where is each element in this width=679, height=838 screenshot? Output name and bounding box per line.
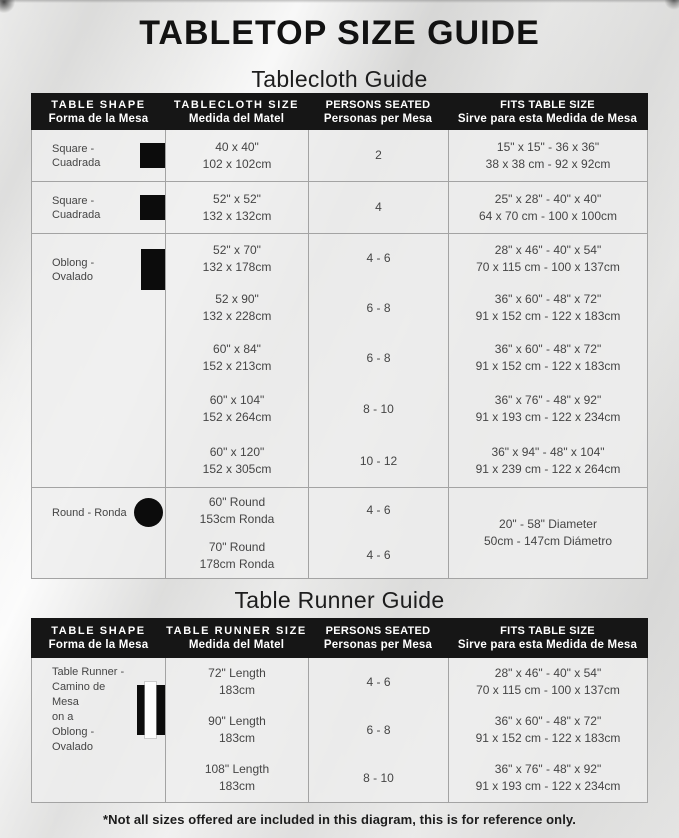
runner-header-bar <box>31 618 648 658</box>
size-cell: 60" x 120" 152 x 305cm <box>165 435 308 487</box>
header-table-runner-size: TABLE RUNNER SIZE Medida del Matel <box>166 625 307 651</box>
square-icon <box>140 195 165 220</box>
size-cell: 40 x 40" 102 x 102cm <box>165 130 308 181</box>
header-table-shape: TABLE SHAPE Forma de la Mesa <box>48 625 149 651</box>
size-cell: 60" Round 153cm Ronda <box>165 487 308 533</box>
persons-cell: 4 - 6 <box>308 658 448 706</box>
persons-cell: 6 - 8 <box>308 333 448 383</box>
runner-table <box>31 658 648 803</box>
fits-cell: 36" x 94" - 48" x 104" 91 x 239 cm - 122 x 264cm <box>448 435 647 487</box>
fits-cell: 20" - 58" Diameter 50cm - 147cm Diámetro <box>448 487 647 578</box>
size-cell: 108" Length 183cm <box>165 754 308 802</box>
header-fits-table-size: FITS TABLE SIZE Sirve para esta Medida de Mesa <box>457 625 638 651</box>
persons-cell: 4 - 6 <box>308 533 448 578</box>
size-cell: 60" x 84" 152 x 213cm <box>165 333 308 383</box>
table-runner-guide-title: Table Runner Guide <box>234 587 445 613</box>
header-table-shape: TABLE SHAPE Forma de la Mesa <box>48 98 149 125</box>
shape-cell: Oblong - Ovalado <box>32 233 165 487</box>
fits-cell: 36" x 60" - 48" x 72" 91 x 152 cm - 122 x 183cm <box>448 283 647 333</box>
tablecloth-table <box>31 130 648 579</box>
persons-cell: 2 <box>308 130 448 181</box>
size-cell: 72" Length 183cm <box>165 658 308 706</box>
page-title: TABLETOP SIZE GUIDE <box>139 14 540 52</box>
shape-cell: Square - Cuadrada <box>32 130 165 181</box>
tablecloth-header-bar <box>31 93 648 130</box>
runner-shape-label: Table Runner - Camino de Mesa on a Oblong - Ovalado <box>52 666 125 753</box>
size-cell: 70" Round 178cm Ronda <box>165 533 308 578</box>
header-persons-seated: PERSONS SEATED Personas per Mesa <box>323 98 433 125</box>
persons-cell: 4 <box>308 181 448 233</box>
size-cell: 52" x 52" 132 x 132cm <box>165 181 308 233</box>
size-cell: 52 x 90" 132 x 228cm <box>165 283 308 333</box>
fits-cell: 36" x 60" - 48" x 72" 91 x 152 cm - 122 x 183cm <box>448 333 647 383</box>
persons-cell: 8 - 10 <box>308 383 448 435</box>
footnote: *Not all sizes offered are included in this diagram, this is for reference only. <box>103 812 576 827</box>
shape-cell: Round - Ronda <box>32 487 165 578</box>
fits-cell: 25" x 28" - 40" x 40" 64 x 70 cm - 100 x 100cm <box>448 181 647 233</box>
persons-cell: 10 - 12 <box>308 435 448 487</box>
persons-cell: 6 - 8 <box>308 706 448 754</box>
persons-cell: 4 - 6 <box>308 233 448 283</box>
oblong-icon <box>141 249 165 290</box>
fits-cell: 15" x 15" - 36 x 36" 38 x 38 cm - 92 x 92cm <box>448 130 647 181</box>
tablecloth-guide-title: Tablecloth Guide <box>251 66 428 92</box>
size-cell: 52" x 70" 132 x 178cm <box>165 233 308 283</box>
square-icon <box>140 143 165 168</box>
fits-cell: 36" x 60" - 48" x 72" 91 x 152 cm - 122 x 183cm <box>448 706 647 754</box>
header-tablecloth-size: TABLECLOTH SIZE Medida del Matel <box>173 98 300 125</box>
fits-cell: 36" x 76" - 48" x 92" 91 x 193 cm - 122 x 234cm <box>448 754 647 802</box>
shape-cell <box>32 658 165 802</box>
persons-cell: 8 - 10 <box>308 754 448 802</box>
size-cell: 60" x 104" 152 x 264cm <box>165 383 308 435</box>
circle-icon <box>134 498 163 527</box>
table-runner-icon <box>137 682 165 738</box>
header-persons-seated: PERSONS SEATED Personas per Mesa <box>323 625 433 651</box>
fits-cell: 28" x 46" - 40" x 54" 70 x 115 cm - 100 x 137cm <box>448 658 647 706</box>
persons-cell: 6 - 8 <box>308 283 448 333</box>
header-fits-table-size: FITS TABLE SIZE Sirve para esta Medida de Mesa <box>457 98 638 125</box>
shape-cell: Square - Cuadrada <box>32 181 165 233</box>
size-cell: 90" Length 183cm <box>165 706 308 754</box>
fits-cell: 28" x 46" - 40" x 54" 70 x 115 cm - 100 x 137cm <box>448 233 647 283</box>
persons-cell: 4 - 6 <box>308 487 448 533</box>
fits-cell: 36" x 76" - 48" x 92" 91 x 193 cm - 122 x 234cm <box>448 383 647 435</box>
